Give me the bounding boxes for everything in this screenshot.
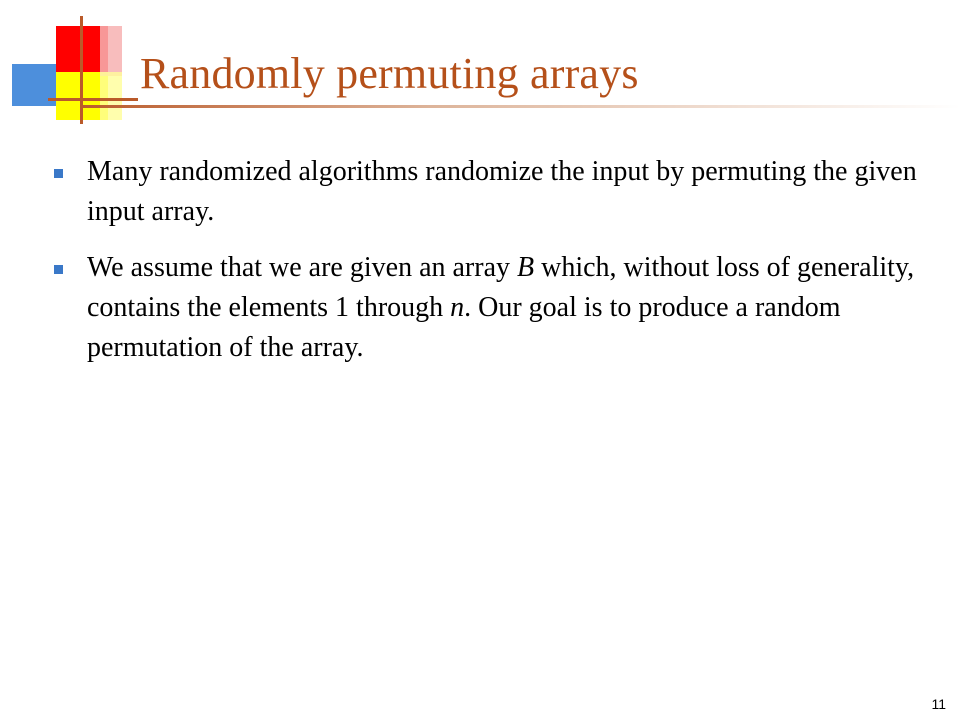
slide-title: Randomly permuting arrays (140, 49, 639, 98)
bullet-text-part: We assume that we are given an array (87, 252, 517, 283)
bullet-item (50, 152, 920, 232)
bullet-text (87, 252, 914, 363)
title-underline (80, 105, 960, 108)
bullet-item (50, 248, 920, 368)
bullet-square-icon (54, 169, 63, 178)
logo-pink-square (100, 26, 122, 76)
page-number: 11 (931, 696, 946, 712)
variable-b: B (517, 252, 535, 283)
variable-n: n (450, 292, 465, 323)
decorative-logo (0, 0, 140, 140)
bullet-text-part: which, without loss of generality, contains the elements 1 through (87, 252, 915, 323)
bullet-list (50, 152, 920, 384)
logo-light-yellow-square (100, 72, 122, 120)
bullet-square-icon (54, 265, 63, 274)
bullet-text-part: . Our goal is to produce a random permutation of the array. (87, 292, 841, 363)
logo-horizontal-line (48, 98, 138, 101)
bullet-text: Many randomized algorithms randomize the input by permuting the given input array. (87, 156, 917, 227)
